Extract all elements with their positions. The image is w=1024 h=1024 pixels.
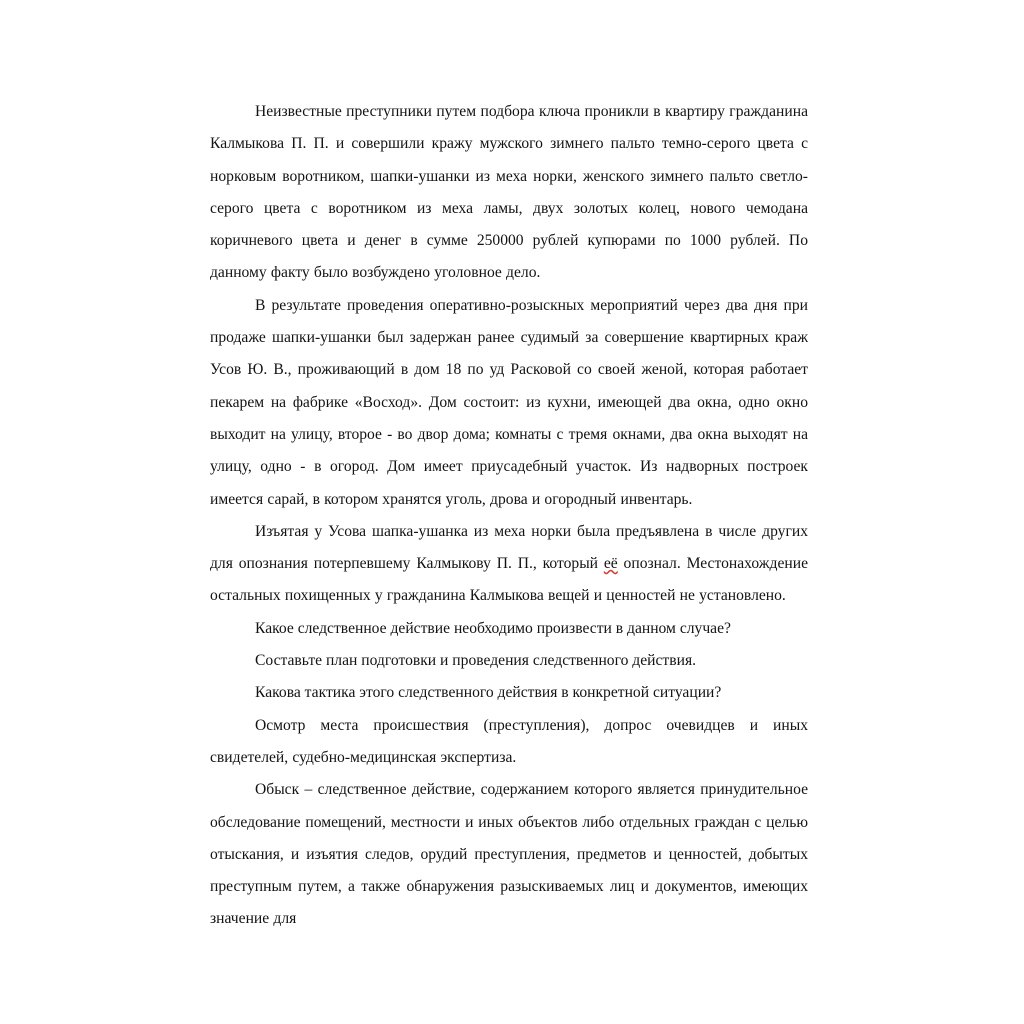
line-question-1: Какое следственное действие необходимо произвести в данном случае? (255, 619, 731, 637)
paragraph-identification-text-before: Изъятая у Усова шапка-ушанка из меха норки была предъявлена в числе других для опознания потерпевшему Калмыкову П. П., который (210, 522, 813, 573)
line-question-2: Составьте план подготовки и проведения следственного действия. (255, 652, 697, 670)
paragraph-identification (210, 516, 813, 613)
paragraph-search-definition: Обыск – следственное действие, содержанием которого является принудительное обследование помещений, местности и иных объектов либо отдельных граждан с целью отыскания, и изъятия следов, орудий преступления, предметов и ценностей, добытых преступным путем, а также обнаружения разыскиваемых лиц и документов, имеющих значение для (210, 781, 813, 928)
paragraph-investigation-result: В результате проведения оперативно-розыскных мероприятий через два дня при продаже шапки-ушанки был задержан ранее судимый за совершение квартирных краж Усов Ю. В., проживающий в дом 18 по уд Расковой со своей женой, которая работает пекарем на фабрике «Восход». Дом состоит: из кухни, имеющей два окна, одно окно выходит на улицу, второе - во двор дома; комнаты с тремя окнами, два окна выходят на улицу, одно - в огород. Дом имеет приусадебный участок. Из надворных построек имеется сарай, в котором хранятся уголь, дрова и огородный инвентарь. (210, 296, 813, 508)
paragraph-answer-actions: Осмотр места происшествия (преступления), допрос очевидцев и иных свидетелей, судебно-медицинская экспертиза. (210, 716, 813, 766)
spellcheck-misspelled-word[interactable]: её (603, 555, 618, 573)
paragraph-theft-report: Неизвестные преступники путем подбора ключа проникли в квартиру гражданина Калмыкова П. П. и совершили кражу мужского зимнего пальто темно-серого цвета с норковым воротником, шапки-ушанки из меха норки, женского зимнего пальто светло-серого цвета с воротником из меха ламы, двух золотых колец, нового чемодана коричневого цвета и денег в сумме 250000 рублей купюрами по 1000 рублей. По данному факту было возбуждено уголовное дело. (210, 103, 813, 282)
paragraph-identification-text-after: опознал. Местонахождение остальных похищенных у гражданина Калмыкова вещей и ценностей не установлено. (210, 555, 813, 605)
line-question-3: Какова тактика этого следственного действия в конкретной ситуации? (255, 684, 722, 702)
document-text-column (210, 96, 813, 936)
